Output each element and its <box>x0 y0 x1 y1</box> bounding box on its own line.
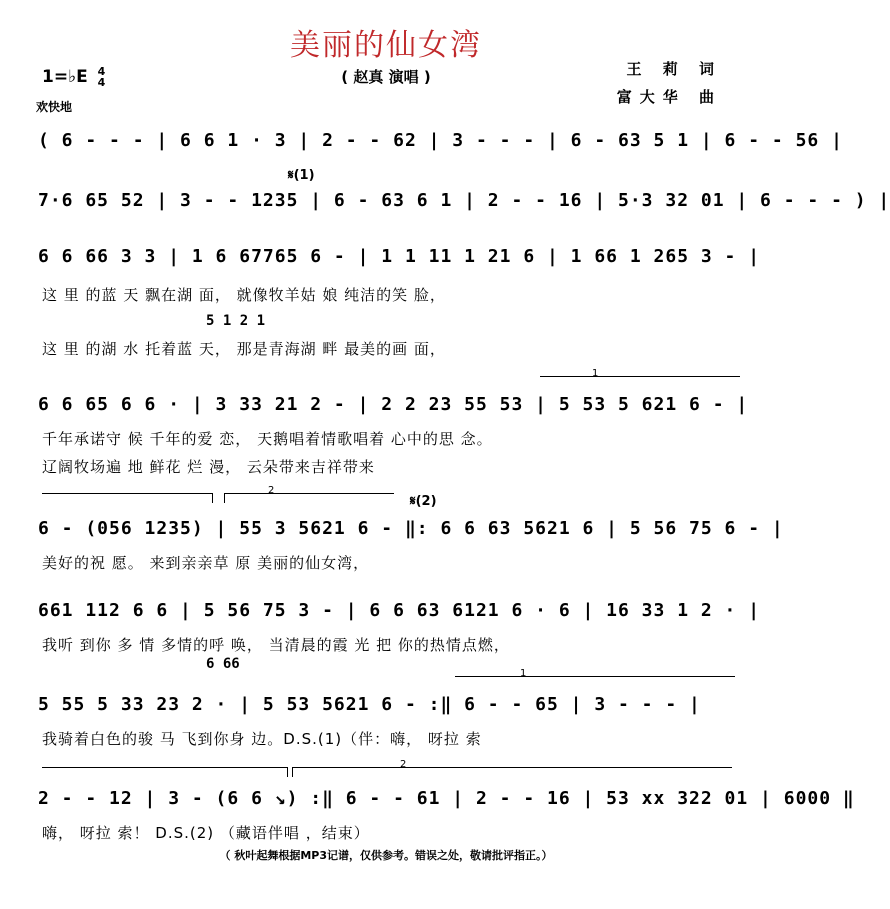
composer-credit: 富大华 曲 <box>616 88 722 106</box>
lyric-row-6: 我听 到你 多 情 多情的呼 唤， 当清晨的霞 光 把 你的热情点燃， <box>42 636 510 654</box>
segno-sign-2: 𝄋(2) <box>410 494 437 509</box>
lyric-row-4-verse-1: 千年承诺守 候 千年的爱 恋， 天鹅唱着情歌唱着 心中的思 念。 <box>42 430 493 448</box>
volta-end-tick-row-8 <box>287 767 288 777</box>
transcription-note: （ 秋叶起舞根据MP3记谱，仅供参考。错误之处，敬请批评指正。） <box>219 849 553 862</box>
notation-row-5: 6 - (056 1235) | 55 3 5621 6 - ‖: 6 6 63 5621 6 | 5 56 75 6 - | <box>38 518 784 539</box>
time-top: 4 <box>97 65 106 78</box>
lyricist-credit: 王 莉 词 <box>626 60 722 78</box>
volta-number-1-row-4: 1 <box>592 368 599 379</box>
volta-bracket-2-row-8 <box>292 767 732 768</box>
lyric-row-3-verse-1: 这 里 的蓝 天 飘在湖 面， 就像牧羊姑 娘 纯洁的笑 脸， <box>42 286 446 304</box>
volta-start-tick-row-8 <box>292 767 293 777</box>
volta-number-2-row-8: 2 <box>400 759 407 770</box>
lyric-row-5: 美好的祝 愿。 来到亲亲草 原 美丽的仙女湾， <box>42 554 370 572</box>
notation-row-4: 6 6 65 6 6 · | 3 33 21 2 - | 2 2 23 55 53 | 5 53 5 621 6 - | <box>38 394 749 415</box>
lyric-row-7: 我骑着白色的骏 马 飞到你身 边。D.S.(1)（伴：嗨， 呀拉 索 <box>42 730 482 748</box>
volta-number-1-row-7: 1 <box>520 668 527 679</box>
segno-sign-1: 𝄋(1) <box>288 168 315 183</box>
notation-row-6: 661 112 6 6 | 5 56 75 3 - | 6 6 63 6121 6 · 6 | 16 33 1 2 · | <box>38 600 761 621</box>
time-signature <box>98 66 106 88</box>
notation-row-1: ( 6 - - - | 6 6 1 · 3 | 2 - - 62 | 3 - - - | 6 - 63 5 1 | 6 - - 56 | <box>38 130 843 151</box>
notation-row-8: 2 - - 12 | 3 - (6 6 ↘) :‖ 6 - - 61 | 2 - - 16 | 53 xx 322 01 | 6000 ‖ <box>38 788 855 809</box>
notation-row-2: 7·6 65 52 | 3 - - 1235 | 6 - 63 6 1 | 2 - - 16 | 5·3 32 01 | 6 - - - ) | <box>38 190 890 211</box>
alt-notes-row-3: 5 1 2 1 <box>206 313 266 329</box>
volta-end-tick <box>212 493 213 503</box>
lyric-row-8: 嗨， 呀拉 索！ D.S.(2) （藏语伴唱 ，结束） <box>42 824 370 842</box>
key-signature <box>42 66 105 88</box>
volta-bracket-2-row-5 <box>224 493 394 494</box>
volta-bracket-1-row-4 <box>540 376 740 377</box>
key-text: 1=♭E <box>42 67 88 87</box>
volta-bracket-1-row-5 <box>42 493 212 494</box>
notation-row-3: 6 6 66 3 3 | 1 6 67765 6 - | 1 1 11 1 21 6 | 1 66 1 265 3 - | <box>38 246 761 267</box>
lyric-row-4-verse-2: 辽阔牧场遍 地 鲜花 烂 漫， 云朵带来吉祥带来 <box>42 458 375 476</box>
volta-bracket-1-row-8 <box>42 767 287 768</box>
song-title: 美丽的仙女湾 <box>290 28 482 63</box>
tempo-marking: 欢快地 <box>36 100 73 114</box>
volta-bracket-1-row-7 <box>455 676 735 677</box>
lyric-row-3-verse-2: 这 里 的湖 水 托着蓝 天， 那是青海湖 畔 最美的画 面， <box>42 340 446 358</box>
volta-start-tick <box>224 493 225 503</box>
alt-notes-row-6: 6 66 <box>206 656 240 672</box>
performer-credit: ( 赵真 演唱 ) <box>341 68 431 86</box>
time-bottom: 4 <box>97 76 106 89</box>
notation-row-7: 5 55 5 33 23 2 · | 5 53 5621 6 - :‖ 6 - - 65 | 3 - - - | <box>38 694 701 715</box>
volta-number-2-row-5: 2 <box>268 485 275 496</box>
